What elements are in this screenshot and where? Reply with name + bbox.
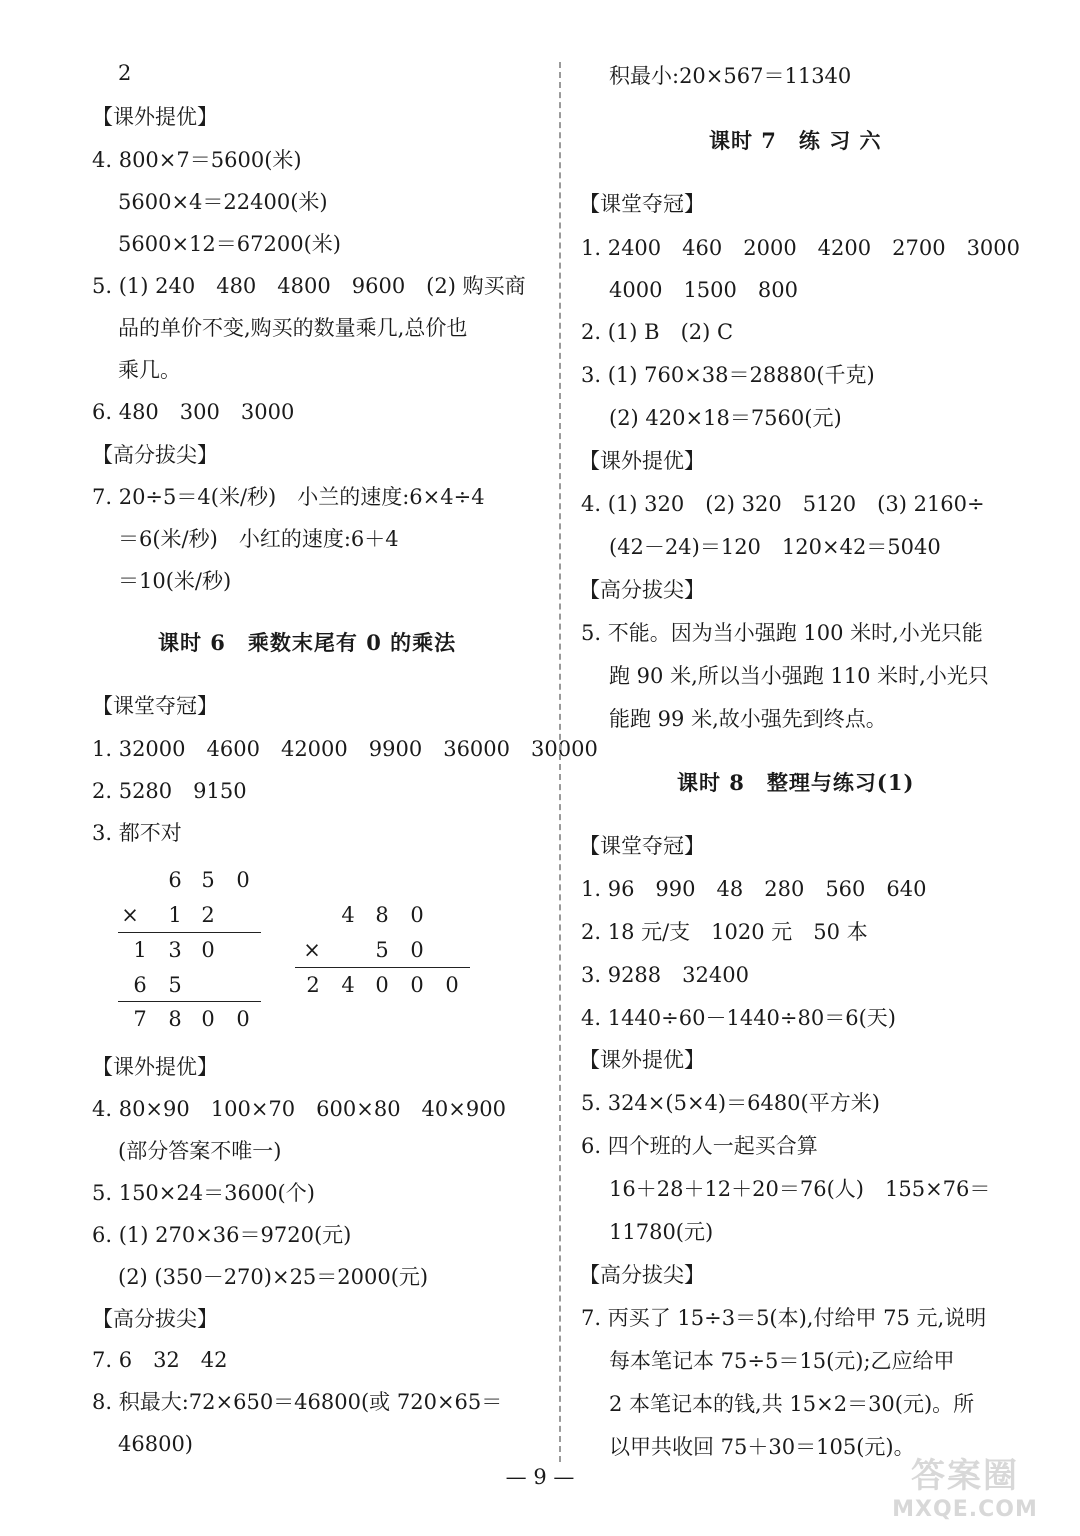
answer-line: 2. (1) B (2) C xyxy=(581,320,734,344)
answer-line: ＝10(米/秒) xyxy=(118,569,232,593)
answer-line: 1. 32000 4600 42000 9900 36000 30000 xyxy=(92,737,598,761)
answer-line: 5. 150×24＝3600(个) xyxy=(92,1181,315,1205)
section-label: 【课堂夺冠】 xyxy=(92,694,218,718)
digit: 6 xyxy=(168,868,182,892)
answer-line: 11780(元) xyxy=(609,1220,714,1244)
answer-line: 3. (1) 760×38＝28880(千克) xyxy=(581,363,875,387)
watermark-url: MXQE.COM xyxy=(892,1497,1038,1522)
answer-line: (部分答案不唯一) xyxy=(118,1139,282,1163)
digit: 0 xyxy=(236,868,250,892)
digit: 2 xyxy=(306,973,320,997)
answer-line: 3. 9288 32400 xyxy=(581,963,749,987)
answer-line: 2 本笔记本的钱,共 15×2＝30(元)。所 xyxy=(609,1392,975,1416)
digit: 0 xyxy=(410,973,424,997)
section-label: 【高分拔尖】 xyxy=(579,1263,705,1287)
section-label: 【高分拔尖】 xyxy=(92,443,218,467)
answer-line: 5600×12＝67200(米) xyxy=(118,232,341,256)
answer-line: 5600×4＝22400(米) xyxy=(118,190,328,214)
watermark-text: 答案圈 xyxy=(911,1456,1019,1496)
column-divider xyxy=(559,62,561,1462)
answer-line: (2) (350－270)×25＝2000(元) xyxy=(118,1265,429,1289)
digit: 4 xyxy=(341,973,355,997)
digit: 5 xyxy=(375,938,389,962)
answer-line: 以甲共收回 75＋30＝105(元)。 xyxy=(609,1435,915,1459)
answer-line: 16＋28＋12＋20＝76(人) 155×76＝ xyxy=(609,1177,991,1201)
digit: 0 xyxy=(410,903,424,927)
answer-line: 能跑 99 米,故小强先到终点。 xyxy=(609,707,887,731)
digit: 0 xyxy=(236,1007,250,1031)
digit: 0 xyxy=(201,938,215,962)
answer-line: 每本笔记本 75÷5＝15(元);乙应给甲 xyxy=(609,1349,955,1373)
answer-line: 4. 1440÷60－1440÷80＝6(天) xyxy=(581,1006,896,1030)
digit: 5 xyxy=(201,868,215,892)
digit: 2 xyxy=(201,903,215,927)
digit: 1 xyxy=(133,938,147,962)
watermark-logo xyxy=(890,1448,1040,1528)
lesson-title: 课时 7 练 习 六 xyxy=(709,128,882,153)
section-label: 【课外提优】 xyxy=(579,449,705,473)
answer-line: 6. (1) 270×36＝9720(元) xyxy=(92,1223,352,1247)
section-label: 【高分拔尖】 xyxy=(92,1307,218,1331)
answer-line: 2 xyxy=(118,61,132,85)
answer-line: 品的单价不变,购买的数量乘几,总价也 xyxy=(118,316,468,340)
answer-line: 2. 5280 9150 xyxy=(92,779,247,803)
answer-line: 5. (1) 240 480 4800 9600 (2) 购买商 xyxy=(92,274,526,298)
answer-line: (2) 420×18＝7560(元) xyxy=(609,406,842,430)
digit: 0 xyxy=(445,973,459,997)
answer-line: 6. 480 300 3000 xyxy=(92,400,295,424)
answer-line: 3. 都不对 xyxy=(92,821,182,845)
section-label: 【课外提优】 xyxy=(92,1055,218,1079)
answer-line: 4. (1) 320 (2) 320 5120 (3) 2160÷ xyxy=(581,492,985,516)
lesson-title: 课时 8 整理与练习(1) xyxy=(677,770,915,795)
answer-line: 乘几。 xyxy=(118,358,181,382)
answer-line: 积最小:20×567＝11340 xyxy=(609,64,852,88)
section-label: 【课外提优】 xyxy=(92,105,218,129)
digit: × xyxy=(303,938,321,962)
digit: 0 xyxy=(201,1007,215,1031)
digit: 1 xyxy=(168,903,182,927)
digit: 0 xyxy=(410,938,424,962)
digit: 5 xyxy=(168,973,182,997)
digit: × xyxy=(121,903,139,927)
answer-line: 4. 800×7＝5600(米) xyxy=(92,148,302,172)
answer-line: 1. 96 990 48 280 560 640 xyxy=(581,877,927,901)
answer-line: 跑 90 米,所以当小强跑 110 米时,小光只 xyxy=(609,664,989,688)
answer-line: 7. 6 32 42 xyxy=(92,1348,228,1372)
calc-rule xyxy=(118,1001,261,1002)
lesson-title: 课时 6 乘数末尾有 0 的乘法 xyxy=(158,630,457,655)
digit: 4 xyxy=(341,903,355,927)
answer-line: 4000 1500 800 xyxy=(609,278,798,302)
answer-line: 6. 四个班的人一起买合算 xyxy=(581,1134,818,1158)
calc-rule xyxy=(118,932,261,933)
answer-line: 7. 丙买了 15÷3＝5(本),付给甲 75 元,说明 xyxy=(581,1306,987,1330)
digit: 8 xyxy=(375,903,389,927)
digit: 8 xyxy=(168,1007,182,1031)
answer-line: 46800) xyxy=(118,1432,193,1456)
answer-line: 2. 18 元/支 1020 元 50 本 xyxy=(581,920,868,944)
answer-line: 5. 不能。因为当小强跑 100 米时,小光只能 xyxy=(581,621,983,645)
section-label: 【高分拔尖】 xyxy=(579,578,705,602)
answer-line: 1. 2400 460 2000 4200 2700 3000 xyxy=(581,236,1021,260)
digit: 3 xyxy=(168,938,182,962)
answer-line: 7. 20÷5＝4(米/秒) 小兰的速度:6×4÷4 xyxy=(92,485,485,509)
section-label: 【课堂夺冠】 xyxy=(579,192,705,216)
digit: 0 xyxy=(375,973,389,997)
calc-rule xyxy=(295,967,470,968)
page-number: — 9 — xyxy=(505,1465,575,1489)
section-label: 【课外提优】 xyxy=(579,1048,705,1072)
digit: 6 xyxy=(133,973,147,997)
answer-line: 8. 积最大:72×650＝46800(或 720×65＝ xyxy=(92,1390,503,1414)
section-label: 【课堂夺冠】 xyxy=(579,834,705,858)
digit: 7 xyxy=(133,1007,147,1031)
answer-line: 4. 80×90 100×70 600×80 40×900 xyxy=(92,1097,506,1121)
answer-line: 5. 324×(5×4)＝6480(平方米) xyxy=(581,1091,880,1115)
answer-line: (42－24)＝120 120×42＝5040 xyxy=(609,535,941,559)
answer-line: ＝6(米/秒) 小红的速度:6＋4 xyxy=(118,527,399,551)
